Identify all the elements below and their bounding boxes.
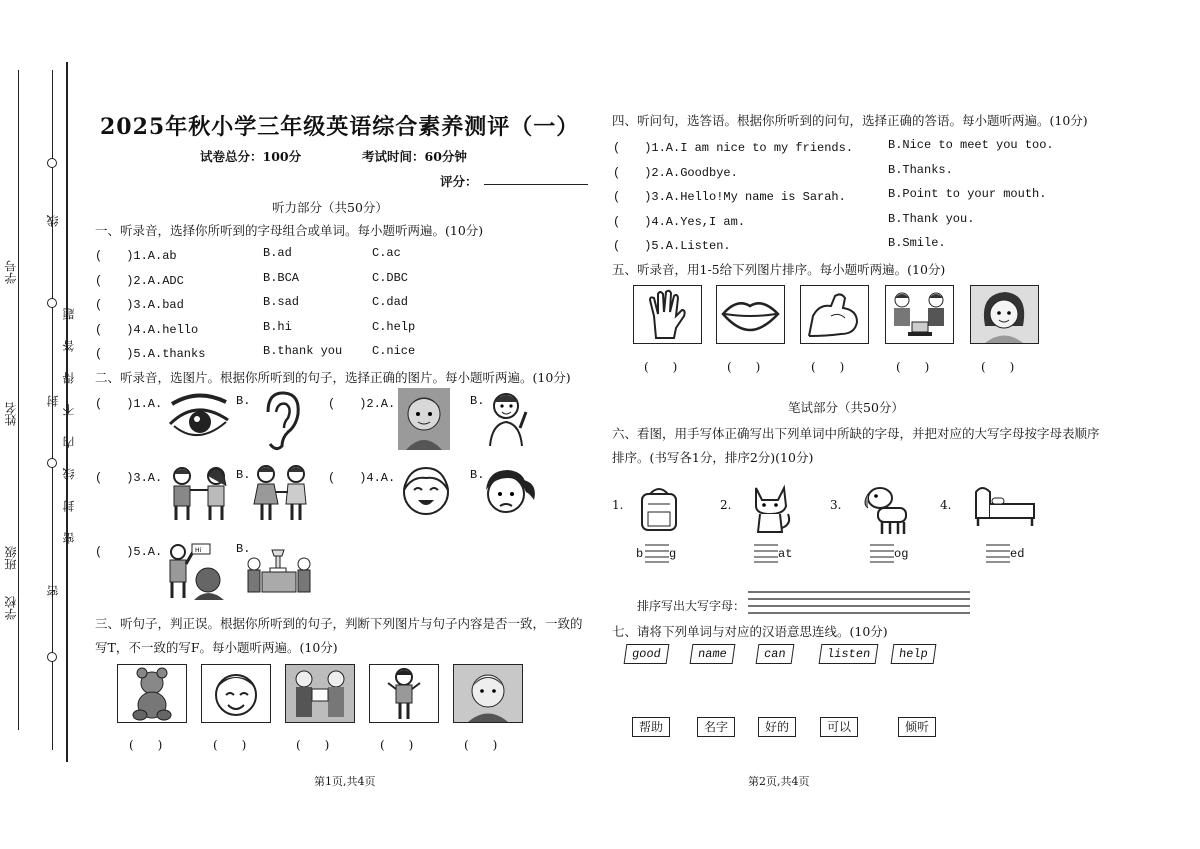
q6-number: 1. [612, 498, 624, 512]
q7-english-word[interactable]: name [690, 644, 736, 664]
q6-title-line1: 六、看图，用手写体正确写出下列单词中所缺的字母，并把对应的大写字母按字母表顺序 [612, 426, 1100, 441]
q6-writing-lines-1[interactable] [645, 543, 669, 563]
q7-title: 七、请将下列单词与对应的汉语意思连线。(10分) [612, 624, 888, 639]
q3-answer-blank-4[interactable]: ( ) [380, 738, 414, 752]
q3-answer-blank-3[interactable]: ( ) [296, 738, 330, 752]
total-score: 试卷总分：100分 [200, 149, 302, 164]
eye-picture [166, 390, 232, 450]
backpack-picture [636, 484, 682, 534]
q4-item-5: ( )5.A.Listen. [613, 239, 731, 253]
q4-option-b: B.Thank you. [888, 212, 975, 226]
bed-picture [972, 484, 1038, 530]
q1-item-1: ( )1.A.ab [95, 249, 177, 263]
q4-title: 四、听问句，选答语。根据你所听到的问句，选择正确的答语。每小题听两遍。(10分) [612, 113, 1088, 128]
q4-item-1: ( )1.A.I am nice to my friends. [613, 141, 854, 155]
svg-text:Hi: Hi [195, 547, 202, 554]
kids-at-table-picture [246, 542, 312, 600]
boy-face-picture [398, 388, 450, 450]
q6-order-writing-lines[interactable] [748, 590, 970, 614]
kids-greeting-picture [164, 462, 236, 522]
q5-order-blank-3[interactable]: ( ) [811, 360, 845, 374]
q7-chinese-meaning[interactable]: 好的 [758, 717, 796, 737]
exam-time: 考试时间：60分钟 [362, 149, 467, 164]
q6-order-label: 排序写出大写字母： [637, 599, 746, 613]
ear-picture [258, 390, 302, 452]
q4-item-3: ( )3.A.Hello!My name is Sarah. [613, 190, 846, 204]
q2-label: B. [236, 542, 251, 556]
boy-smiling-picture [201, 664, 271, 723]
q1-item-4: ( )4.A.hello [95, 323, 199, 337]
q6-number: 2. [720, 498, 732, 512]
q6-prefix: b [636, 547, 644, 561]
q4-item-2: ( )2.A.Goodbye. [613, 166, 738, 180]
q1-option-c: C.DBC [372, 271, 409, 285]
q2-label: B. [236, 468, 251, 482]
q7-chinese-meaning[interactable]: 名字 [697, 717, 735, 737]
q1-item-5: ( )5.A.thanks [95, 347, 206, 361]
cat-picture [748, 484, 794, 536]
seal-char: 封 [46, 395, 60, 407]
q7-english-word[interactable]: good [624, 644, 670, 664]
seal-char: 线 [62, 468, 76, 480]
seal-char: 内 [62, 436, 76, 448]
student-field-id: 学号 [4, 260, 18, 284]
seal-char: 题 [62, 308, 76, 320]
seal-char: 密 [46, 585, 60, 597]
q2-label: ( )3.A. [95, 471, 163, 485]
seal-char: 不 [62, 404, 76, 416]
q5-order-blank-4[interactable]: ( ) [896, 360, 930, 374]
seal-char: 线 [46, 215, 60, 227]
boy-thinking-picture [453, 664, 523, 723]
q7-english-word[interactable]: listen [819, 644, 879, 664]
girl-portrait-picture [970, 285, 1039, 344]
q2-label: ( )1.A. [95, 397, 163, 411]
q7-chinese-meaning[interactable]: 倾听 [898, 717, 936, 737]
score-field[interactable] [484, 172, 588, 185]
seal-char: 封 [62, 500, 76, 512]
q3-title-line2: 写T，不一致的写F。每小题听两遍。(10分) [95, 640, 338, 655]
q1-item-3: ( )3.A.bad [95, 298, 184, 312]
q1-option-c: C.dad [372, 295, 409, 309]
q6-title-line2: 排序。(书写各1分，排序2分)(10分) [612, 450, 814, 465]
girl-sad-picture [478, 464, 540, 522]
q3-answer-blank-1[interactable]: ( ) [129, 738, 163, 752]
q4-option-b: B.Point to your mouth. [888, 187, 1047, 201]
q3-title-line1: 三、听句子，判正误。根据你所听到的句子，判断下列图片与句子内容是否一致，一致的 [95, 616, 583, 631]
q4-option-b: B.Smile. [888, 236, 946, 250]
q2-title: 二、听录音，选图片。根据你所听到的句子，选择正确的图片。每小题听两遍。(10分) [95, 370, 571, 385]
boy-waving-picture [484, 388, 530, 448]
q5-order-blank-1[interactable]: ( ) [644, 360, 678, 374]
q1-option-c: C.ac [372, 246, 401, 260]
q1-option-b: B.hi [263, 320, 292, 334]
student-field-school: 学校 [4, 596, 18, 620]
q1-option-c: C.help [372, 320, 416, 334]
kids-with-cake-picture [885, 285, 954, 344]
seal-char: 得 [62, 372, 76, 384]
q2-label: B. [470, 468, 485, 482]
q1-title: 一、听录音，选择你所听到的字母组合或单词。每小题听两遍。(10分) [95, 223, 484, 238]
q6-number: 4. [940, 498, 952, 512]
q1-item-2: ( )2.A.ADC [95, 274, 184, 288]
dog-picture [862, 484, 914, 536]
q2-label: B. [236, 394, 251, 408]
girl-smiling-picture [400, 464, 452, 520]
q6-suffix: ed [1010, 547, 1025, 561]
student-field-name: 姓名 [4, 402, 18, 426]
q4-option-b: B.Nice to meet you too. [888, 138, 1054, 152]
exam-title: 2025年秋小学三年级英语综合素养测评（一） [100, 114, 580, 140]
page-number-2: 第2页,共4页 [748, 775, 810, 788]
q7-english-word[interactable]: can [756, 644, 794, 664]
q7-chinese-meaning[interactable]: 帮助 [632, 717, 670, 737]
q1-option-b: B.BCA [263, 271, 300, 285]
seal-char: 答 [62, 340, 76, 352]
q5-order-blank-2[interactable]: ( ) [727, 360, 761, 374]
score-label: 评分： [440, 174, 478, 189]
q3-answer-blank-2[interactable]: ( ) [213, 738, 247, 752]
boy-standing-picture [369, 664, 439, 723]
kids-hello-picture [164, 542, 226, 600]
mouth-picture [716, 285, 785, 344]
q2-label: ( )5.A. [95, 545, 163, 559]
q6-suffix: og [894, 547, 909, 561]
q1-option-b: B.ad [263, 246, 292, 260]
student-field-class: 班级 [4, 546, 18, 570]
q3-answer-blank-5[interactable]: ( ) [464, 738, 498, 752]
page-number-1: 第1页,共4页 [314, 775, 376, 788]
q5-title: 五、听录音，用1-5给下列图片排序。每小题听两遍。(10分) [612, 262, 946, 277]
q6-writing-lines-3[interactable] [870, 543, 894, 563]
q2-label: ( )4.A. [328, 471, 396, 485]
q2-label: ( )2.A. [328, 397, 396, 411]
q5-order-blank-5[interactable]: ( ) [981, 360, 1015, 374]
q1-option-b: B.thank you [263, 344, 343, 358]
girls-holding-hands-picture [250, 462, 314, 522]
q7-english-word[interactable]: help [891, 644, 937, 664]
q4-item-4: ( )4.A.Yes,I am. [613, 215, 746, 229]
teddy-bear-picture [117, 664, 187, 723]
listening-heading: 听力部分（共50分） [272, 200, 388, 215]
q6-suffix: g [669, 547, 677, 561]
q2-label: B. [470, 394, 485, 408]
q4-option-b: B.Thanks. [888, 163, 953, 177]
seal-char: 密 [62, 532, 76, 544]
q6-writing-lines-4[interactable] [986, 543, 1010, 563]
q1-option-c: C.nice [372, 344, 416, 358]
writing-heading: 笔试部分（共50分） [788, 400, 904, 415]
arm-muscle-picture [800, 285, 869, 344]
kids-sharing-picture [285, 664, 355, 723]
q6-writing-lines-2[interactable] [754, 543, 778, 563]
hand-picture [633, 285, 702, 344]
q7-chinese-meaning[interactable]: 可以 [820, 717, 858, 737]
q6-suffix: at [778, 547, 793, 561]
q6-number: 3. [830, 498, 842, 512]
q1-option-b: B.sad [263, 295, 300, 309]
